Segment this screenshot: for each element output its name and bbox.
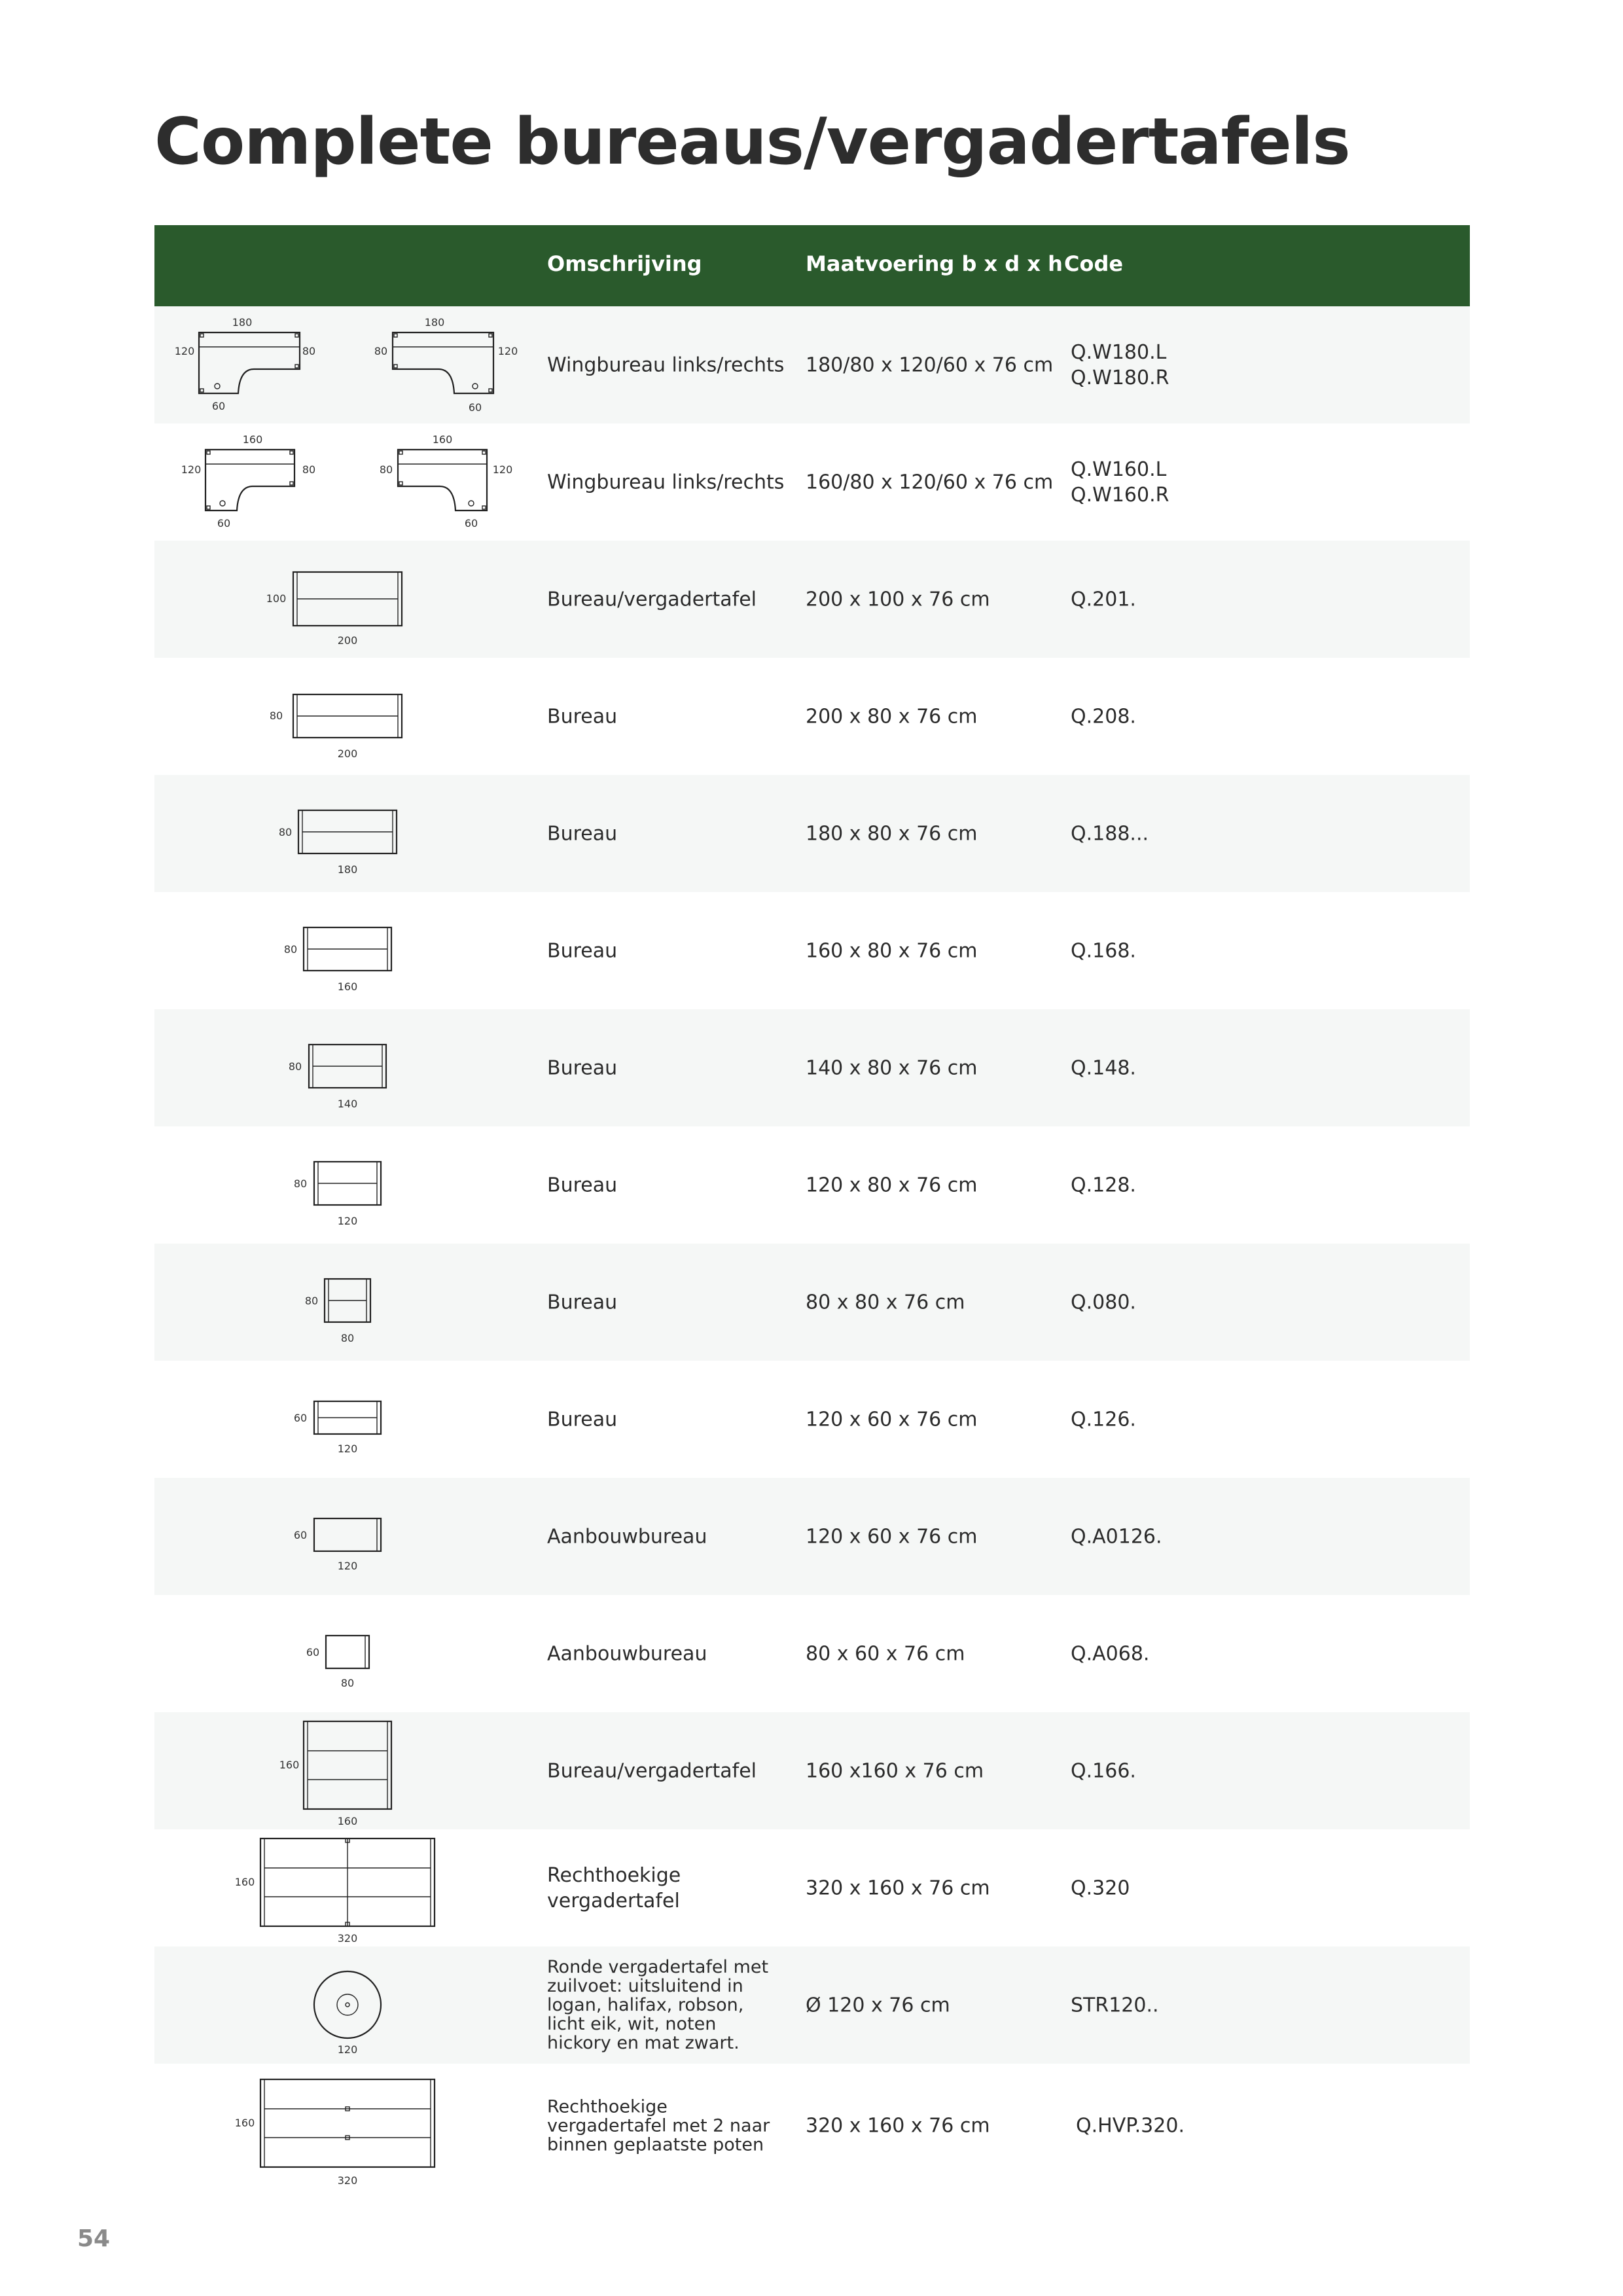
- row-dimensions: 320 x 160 x 76 cm: [806, 1876, 990, 1899]
- row-dimensions: 80 x 60 x 76 cm: [806, 1642, 965, 1665]
- table-row: [154, 1009, 1470, 1126]
- page-number: 54: [77, 2225, 111, 2252]
- desk-80x80-drawing: [154, 1244, 547, 1361]
- table-row: [154, 658, 1470, 775]
- table-row: [154, 1595, 1470, 1712]
- dim-label-depth: 80: [269, 709, 283, 722]
- desk-180x80-drawing: [154, 775, 547, 892]
- row-description: Rechthoekige vergadertafel met 2 naar binnen geplaatste poten: [547, 2096, 770, 2155]
- dim-label-depth: 160: [279, 1759, 300, 1771]
- dim-label-bottom: 60: [468, 401, 482, 414]
- header-dimensions: Maatvoering b x d x h: [806, 251, 1063, 276]
- desk-160x80-drawing: [154, 892, 547, 1009]
- desk-140x80-drawing: [154, 1009, 547, 1126]
- dim-label-left: 80: [374, 345, 388, 357]
- dim-label-right: 80: [302, 345, 316, 357]
- row-description: Bureau/vergadertafel: [547, 1759, 757, 1782]
- table-row: [154, 2064, 1470, 2188]
- row-code: Q.201.: [1071, 588, 1136, 611]
- row-dimensions: 120 x 60 x 76 cm: [806, 1525, 978, 1548]
- row-dimensions: 180/80 x 120/60 x 76 cm: [806, 353, 1054, 376]
- dim-label-depth: 60: [293, 1412, 308, 1424]
- wing-desk-180-drawing: [154, 306, 547, 423]
- dim-label-top: 160: [242, 433, 263, 446]
- code-left: Q.W180.L: [1071, 340, 1167, 364]
- dim-label-width: 120: [337, 1215, 358, 1227]
- wing-desk-160-drawing: [154, 423, 547, 541]
- row-description: Ronde vergadertafel met zuilvoet: uitsluitend in logan, halifax, robson, licht eik, wit, noten hickory en mat zwart.: [547, 1956, 769, 2054]
- dim-label-left: 80: [379, 463, 393, 476]
- dim-label-bottom: 60: [464, 517, 478, 529]
- dim-label-right: 80: [302, 463, 316, 476]
- row-code: Q.320: [1071, 1876, 1130, 1899]
- table-row: [154, 1126, 1470, 1244]
- extension-desk-120x60-drawing: [154, 1478, 547, 1595]
- row-dimensions: 80 x 80 x 76 cm: [806, 1291, 965, 1314]
- row-code: Q.188...: [1071, 822, 1149, 845]
- row-description: Bureau: [547, 1408, 618, 1431]
- dim-label-depth: 80: [288, 1060, 302, 1073]
- row-dimensions: 200 x 100 x 76 cm: [806, 588, 990, 611]
- row-code: Q.148.: [1071, 1056, 1136, 1079]
- dim-label-width: 80: [340, 1332, 355, 1344]
- dim-label-width: 80: [340, 1677, 355, 1689]
- row-description: Bureau/vergadertafel: [547, 588, 757, 611]
- row-code: [1071, 340, 1169, 391]
- row-description: Wingbureau links/rechts: [547, 353, 785, 376]
- row-code: Q.166.: [1071, 1759, 1136, 1782]
- row-dimensions: 120 x 60 x 76 cm: [806, 1408, 978, 1431]
- row-description: Wingbureau links/rechts: [547, 471, 785, 493]
- dim-label-width: 180: [337, 863, 358, 876]
- dim-label-width: 200: [337, 634, 358, 647]
- page-title: Complete bureaus/vergadertafels: [154, 105, 1350, 179]
- row-code: [1071, 457, 1169, 508]
- dim-label-width: 320: [337, 1932, 358, 1945]
- code-left: Q.W160.L: [1071, 457, 1167, 481]
- row-description: Aanbouwbureau: [547, 1642, 707, 1665]
- dim-label-left: 120: [181, 463, 202, 476]
- desk-120x80-drawing: [154, 1126, 547, 1244]
- table-header: [154, 225, 1470, 306]
- row-code: Q.126.: [1071, 1408, 1136, 1431]
- header-code: Code: [1064, 251, 1124, 276]
- row-code: Q.128.: [1071, 1174, 1136, 1196]
- header-description: Omschrijving: [547, 251, 702, 276]
- row-dimensions: 160 x160 x 76 cm: [806, 1759, 984, 1782]
- dim-label-top: 160: [432, 433, 453, 446]
- table-320x160-inner-legs-drawing: [154, 2064, 547, 2188]
- dim-label-depth: 80: [283, 943, 298, 956]
- dim-label-left: 120: [174, 345, 195, 357]
- dim-label-depth: 160: [234, 1876, 255, 1888]
- desk-200x100-drawing: [154, 541, 547, 658]
- row-dimensions: 160/80 x 120/60 x 76 cm: [806, 471, 1054, 493]
- row-code: Q.HVP.320.: [1076, 2114, 1185, 2138]
- dim-label-top: 180: [232, 316, 253, 329]
- row-code: Q.208.: [1071, 705, 1136, 728]
- dim-label-width: 120: [337, 1560, 358, 1572]
- dim-label-bottom: 60: [217, 517, 231, 529]
- row-description: Bureau: [547, 1056, 618, 1079]
- row-description: Bureau: [547, 705, 618, 728]
- row-description: Bureau: [547, 822, 618, 845]
- table-row: [154, 1946, 1470, 2064]
- dim-label-depth: 100: [266, 592, 287, 605]
- table-row: [154, 1712, 1470, 1829]
- row-code: STR120..: [1071, 1994, 1159, 2017]
- extension-desk-80x60-drawing: [154, 1595, 547, 1712]
- code-right: Q.W180.R: [1071, 366, 1169, 389]
- dim-label-depth: 80: [278, 826, 293, 838]
- table-row: [154, 423, 1470, 541]
- dim-label-depth: 60: [306, 1646, 320, 1659]
- dim-label-width: 120: [337, 1443, 358, 1455]
- dim-label-depth: 160: [234, 2117, 255, 2129]
- dim-label-depth: 80: [304, 1295, 319, 1307]
- row-description: Aanbouwbureau: [547, 1525, 707, 1548]
- dim-label-width: 320: [337, 2174, 358, 2187]
- table-320x160-drawing: [154, 1829, 547, 1946]
- table-row: [154, 541, 1470, 658]
- dim-label-width: 160: [337, 1815, 358, 1827]
- table-row: [154, 1244, 1470, 1361]
- row-description: Bureau: [547, 939, 618, 962]
- dim-label-width: 200: [337, 747, 358, 760]
- round-table-drawing: [154, 1946, 547, 2064]
- desk-200x80-drawing: [154, 658, 547, 775]
- dim-label-right: 120: [497, 345, 518, 357]
- table-row: [154, 1361, 1470, 1478]
- product-table: [154, 225, 1470, 2188]
- row-dimensions: 320 x 160 x 76 cm: [806, 2114, 990, 2138]
- row-dimensions: 120 x 80 x 76 cm: [806, 1174, 978, 1196]
- table-row: [154, 1829, 1470, 1946]
- desk-120x60-drawing: [154, 1361, 547, 1478]
- row-dimensions: 160 x 80 x 76 cm: [806, 939, 978, 962]
- table-160x160-drawing: [154, 1712, 547, 1829]
- row-dimensions: 180 x 80 x 76 cm: [806, 822, 978, 845]
- dim-label-width: 140: [337, 1098, 358, 1110]
- dim-label-top: 180: [424, 316, 445, 329]
- row-dimensions: 200 x 80 x 76 cm: [806, 705, 978, 728]
- row-code: Q.A068.: [1071, 1642, 1150, 1665]
- row-code: Q.A0126.: [1071, 1525, 1162, 1548]
- code-right: Q.W160.R: [1071, 483, 1169, 507]
- row-description: Bureau: [547, 1291, 618, 1314]
- row-description: Bureau: [547, 1174, 618, 1196]
- row-description: Rechthoekige vergadertafel: [547, 1863, 681, 1912]
- row-dimensions: 140 x 80 x 76 cm: [806, 1056, 978, 1079]
- dim-label-width: 160: [337, 980, 358, 993]
- table-row: [154, 775, 1470, 892]
- row-dimensions: Ø 120 x 76 cm: [806, 1994, 950, 2017]
- dim-label-bottom: 60: [211, 400, 226, 412]
- table-row: [154, 892, 1470, 1009]
- row-code: Q.168.: [1071, 939, 1136, 962]
- table-row: [154, 1478, 1470, 1595]
- dim-label-right: 120: [492, 463, 513, 476]
- row-code: Q.080.: [1071, 1291, 1136, 1314]
- table-row: [154, 306, 1470, 423]
- dim-label-depth: 60: [293, 1529, 308, 1541]
- dim-label-depth: 80: [293, 1177, 308, 1190]
- dim-label-diameter: 120: [337, 2043, 358, 2056]
